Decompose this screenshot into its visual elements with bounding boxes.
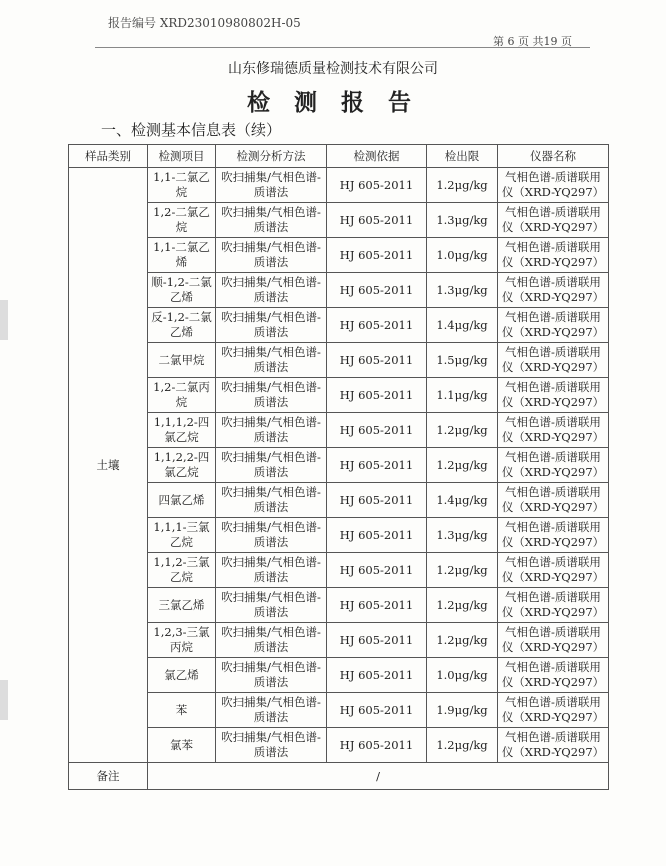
detection-limit-cell: 1.4μg/kg — [427, 483, 498, 518]
basis-cell: HJ 605-2011 — [327, 588, 427, 623]
scan-shadow — [0, 680, 8, 720]
instrument-cell: 气相色谱-质谱联用仪（XRD-YQ297） — [498, 413, 609, 448]
detection-limit-cell: 1.2μg/kg — [427, 588, 498, 623]
table-row — [69, 273, 609, 308]
detection-limit-cell: 1.1μg/kg — [427, 378, 498, 413]
test-item-cell: 1,1-二氯乙烯 — [148, 238, 216, 273]
detection-limit-cell: 1.4μg/kg — [427, 308, 498, 343]
table-row — [69, 623, 609, 658]
test-item-cell: 苯 — [148, 693, 216, 728]
basis-cell: HJ 605-2011 — [327, 308, 427, 343]
sample-category-cell: 土壤 — [69, 168, 148, 763]
test-item-cell: 氯乙烯 — [148, 658, 216, 693]
table-row — [69, 693, 609, 728]
detection-limit-cell: 1.5μg/kg — [427, 343, 498, 378]
method-cell: 吹扫捕集/气相色谱-质谱法 — [216, 343, 327, 378]
method-cell: 吹扫捕集/气相色谱-质谱法 — [216, 448, 327, 483]
detection-limit-cell: 1.0μg/kg — [427, 658, 498, 693]
instrument-cell: 气相色谱-质谱联用仪（XRD-YQ297） — [498, 658, 609, 693]
instrument-cell: 气相色谱-质谱联用仪（XRD-YQ297） — [498, 203, 609, 238]
basis-cell: HJ 605-2011 — [327, 343, 427, 378]
method-cell: 吹扫捕集/气相色谱-质谱法 — [216, 553, 327, 588]
instrument-cell: 气相色谱-质谱联用仪（XRD-YQ297） — [498, 693, 609, 728]
col-basis: 检测依据 — [327, 145, 427, 168]
method-cell: 吹扫捕集/气相色谱-质谱法 — [216, 728, 327, 763]
test-item-cell: 三氯乙烯 — [148, 588, 216, 623]
detection-limit-cell: 1.9μg/kg — [427, 693, 498, 728]
method-cell: 吹扫捕集/气相色谱-质谱法 — [216, 588, 327, 623]
detection-limit-cell: 1.2μg/kg — [427, 553, 498, 588]
remark-value: / — [148, 763, 609, 790]
section-title: 一、检测基本信息表（续） — [101, 121, 282, 139]
table-row — [69, 448, 609, 483]
basis-cell: HJ 605-2011 — [327, 658, 427, 693]
table-row — [69, 483, 609, 518]
header-divider — [95, 47, 590, 48]
scan-shadow — [0, 300, 8, 340]
instrument-cell: 气相色谱-质谱联用仪（XRD-YQ297） — [498, 483, 609, 518]
instrument-cell: 气相色谱-质谱联用仪（XRD-YQ297） — [498, 553, 609, 588]
test-item-cell: 顺-1,2-二氯乙烯 — [148, 273, 216, 308]
method-cell: 吹扫捕集/气相色谱-质谱法 — [216, 623, 327, 658]
test-item-cell: 1,2-二氯丙烷 — [148, 378, 216, 413]
table-row — [69, 728, 609, 763]
basis-cell: HJ 605-2011 — [327, 553, 427, 588]
method-cell: 吹扫捕集/气相色谱-质谱法 — [216, 658, 327, 693]
basis-cell: HJ 605-2011 — [327, 448, 427, 483]
table-header-row — [69, 145, 609, 168]
report-number: 报告编号 XRD23010980802H-05 — [108, 16, 301, 30]
table-row — [69, 588, 609, 623]
instrument-cell: 气相色谱-质谱联用仪（XRD-YQ297） — [498, 273, 609, 308]
basis-cell: HJ 605-2011 — [327, 518, 427, 553]
col-instrument: 仪器名称 — [498, 145, 609, 168]
test-item-cell: 1,1,2,2-四氯乙烷 — [148, 448, 216, 483]
detection-limit-cell: 1.3μg/kg — [427, 203, 498, 238]
test-item-cell: 1,1,1,2-四氯乙烷 — [148, 413, 216, 448]
table-row — [69, 413, 609, 448]
method-cell: 吹扫捕集/气相色谱-质谱法 — [216, 693, 327, 728]
test-item-cell: 1,1,2-三氯乙烷 — [148, 553, 216, 588]
method-cell: 吹扫捕集/气相色谱-质谱法 — [216, 308, 327, 343]
col-sample-category: 样品类别 — [69, 145, 148, 168]
test-item-cell: 1,1,1-三氯乙烷 — [148, 518, 216, 553]
instrument-cell: 气相色谱-质谱联用仪（XRD-YQ297） — [498, 308, 609, 343]
basis-cell: HJ 605-2011 — [327, 273, 427, 308]
instrument-cell: 气相色谱-质谱联用仪（XRD-YQ297） — [498, 448, 609, 483]
detection-limit-cell: 1.2μg/kg — [427, 413, 498, 448]
instrument-cell: 气相色谱-质谱联用仪（XRD-YQ297） — [498, 238, 609, 273]
method-cell: 吹扫捕集/气相色谱-质谱法 — [216, 273, 327, 308]
basis-cell: HJ 605-2011 — [327, 483, 427, 518]
basis-cell: HJ 605-2011 — [327, 238, 427, 273]
method-cell: 吹扫捕集/气相色谱-质谱法 — [216, 203, 327, 238]
table-body — [69, 168, 609, 790]
instrument-cell: 气相色谱-质谱联用仪（XRD-YQ297） — [498, 343, 609, 378]
basis-cell: HJ 605-2011 — [327, 168, 427, 203]
table-row — [69, 203, 609, 238]
method-cell: 吹扫捕集/气相色谱-质谱法 — [216, 413, 327, 448]
test-item-cell: 氯苯 — [148, 728, 216, 763]
basis-cell: HJ 605-2011 — [327, 623, 427, 658]
test-item-cell: 1,1-二氯乙烷 — [148, 168, 216, 203]
detection-limit-cell: 1.3μg/kg — [427, 518, 498, 553]
detection-limit-cell: 1.2μg/kg — [427, 728, 498, 763]
detection-limit-cell: 1.2μg/kg — [427, 623, 498, 658]
table-row — [69, 553, 609, 588]
method-cell: 吹扫捕集/气相色谱-质谱法 — [216, 238, 327, 273]
detection-limit-cell: 1.2μg/kg — [427, 168, 498, 203]
col-test-item: 检测项目 — [148, 145, 216, 168]
test-item-cell: 反-1,2-二氯乙烯 — [148, 308, 216, 343]
table-row — [69, 343, 609, 378]
method-cell: 吹扫捕集/气相色谱-质谱法 — [216, 483, 327, 518]
table-row — [69, 308, 609, 343]
instrument-cell: 气相色谱-质谱联用仪（XRD-YQ297） — [498, 378, 609, 413]
detection-limit-cell: 1.2μg/kg — [427, 448, 498, 483]
report-title: 检 测 报 告 — [246, 89, 420, 116]
table-row — [69, 238, 609, 273]
detection-limit-cell: 1.3μg/kg — [427, 273, 498, 308]
basis-cell: HJ 605-2011 — [327, 203, 427, 238]
method-cell: 吹扫捕集/气相色谱-质谱法 — [216, 168, 327, 203]
method-cell: 吹扫捕集/气相色谱-质谱法 — [216, 378, 327, 413]
test-item-cell: 1,2-二氯乙烷 — [148, 203, 216, 238]
basis-cell: HJ 605-2011 — [327, 413, 427, 448]
col-method: 检测分析方法 — [216, 145, 327, 168]
table-row — [69, 518, 609, 553]
instrument-cell: 气相色谱-质谱联用仪（XRD-YQ297） — [498, 588, 609, 623]
remark-label: 备注 — [69, 763, 148, 790]
col-detection-limit: 检出限 — [427, 145, 498, 168]
test-item-cell: 二氯甲烷 — [148, 343, 216, 378]
company-name: 山东修瑞德质量检测技术有限公司 — [228, 61, 438, 77]
test-item-cell: 1,2,3-三氯丙烷 — [148, 623, 216, 658]
instrument-cell: 气相色谱-质谱联用仪（XRD-YQ297） — [498, 623, 609, 658]
table-row — [69, 378, 609, 413]
detection-info-table — [68, 144, 609, 790]
instrument-cell: 气相色谱-质谱联用仪（XRD-YQ297） — [498, 728, 609, 763]
detection-limit-cell: 1.0μg/kg — [427, 238, 498, 273]
instrument-cell: 气相色谱-质谱联用仪（XRD-YQ297） — [498, 168, 609, 203]
table-row — [69, 658, 609, 693]
instrument-cell: 气相色谱-质谱联用仪（XRD-YQ297） — [498, 518, 609, 553]
page-number: 第 6 页 共19 页 — [493, 35, 572, 48]
remark-row — [69, 763, 609, 790]
test-item-cell: 四氯乙烯 — [148, 483, 216, 518]
table-row — [69, 168, 609, 203]
basis-cell: HJ 605-2011 — [327, 378, 427, 413]
method-cell: 吹扫捕集/气相色谱-质谱法 — [216, 518, 327, 553]
basis-cell: HJ 605-2011 — [327, 728, 427, 763]
basis-cell: HJ 605-2011 — [327, 693, 427, 728]
